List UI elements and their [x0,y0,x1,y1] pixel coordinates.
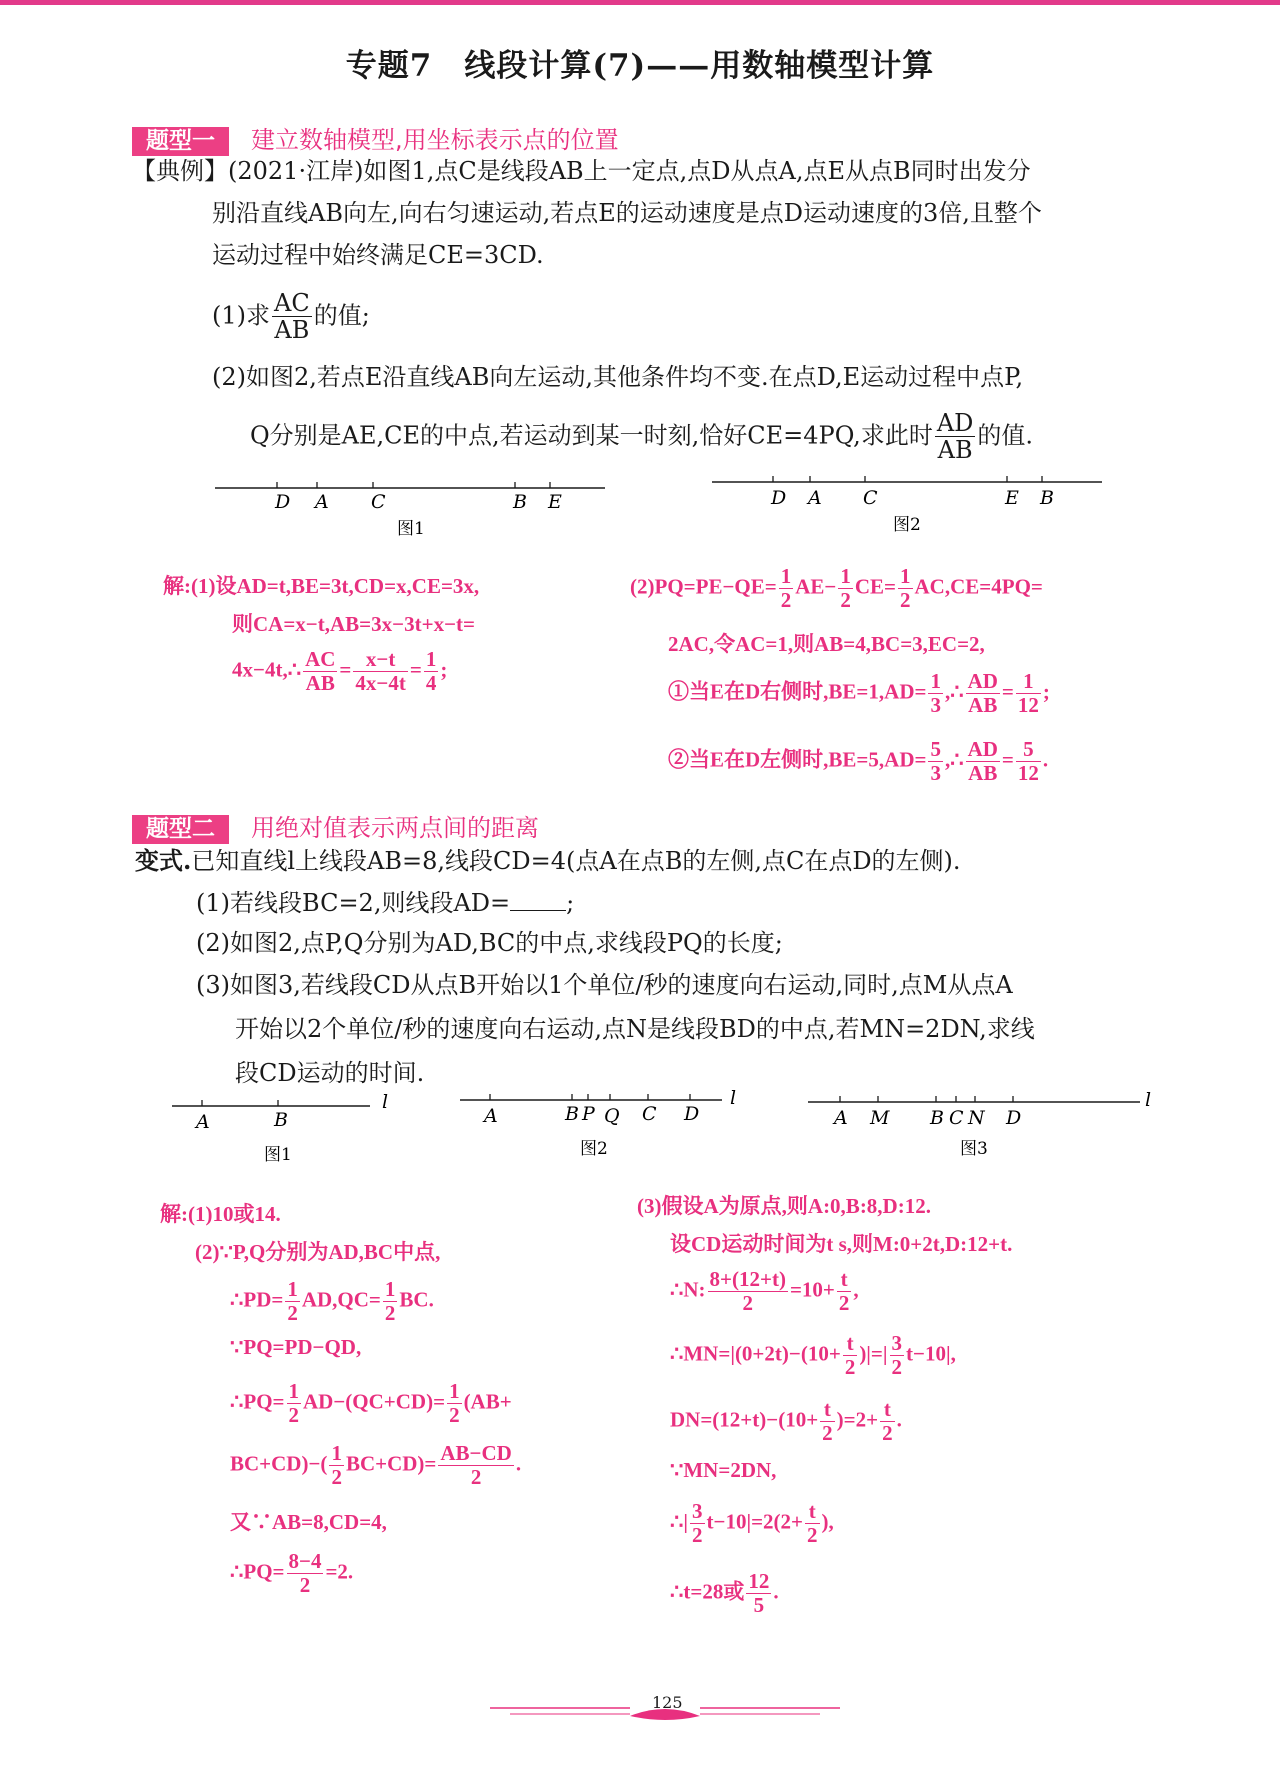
s2l-l5b: AD−(QC+CD)= [303,1389,446,1414]
s1r-half3-den: 2 [900,588,911,613]
s2r-l7b: t−10|=2(2+ [706,1509,804,1534]
fig1-caption: 图1 [397,519,425,539]
s2r-l7-f1d: 2 [692,1523,703,1548]
s2l-l3-h1d: 2 [287,1301,298,1326]
s2l-l8-frac [287,1550,324,1597]
sol2-right-line5 [670,1398,902,1445]
s2l-l5-h1n: 1 [288,1379,299,1403]
s2l-l3c: BC. [399,1287,434,1312]
s2l-l6b: BC+CD)= [345,1451,437,1476]
s1r-l4b: ,∴ [944,747,964,772]
section1-example-line3: 运动过程中始终满足CE=3CD. [212,241,544,269]
s2l-l8a: ∴PQ= [230,1559,285,1584]
s2l-l6a: BC+CD)−( [230,1451,328,1476]
sol2-left-line2: (2)∵P,Q分别为AD,BC中点, [195,1240,441,1264]
s2l-l6-fd: 2 [470,1465,482,1490]
sol1-frac-ac-ab [303,648,337,695]
s1r-l4-f3 [1016,738,1041,785]
s2r-l4-tfrac [843,1332,858,1379]
s1r-half3 [898,565,913,612]
s2r-l3-frac [708,1268,788,1315]
s1r-l4a: ②当E在D左侧时,BE=5,AD= [668,747,927,772]
s2r-l3a: ∴N: [670,1277,706,1302]
s2l-l3-h2d: 2 [384,1301,396,1326]
s2l-l8-fn: 8−4 [288,1549,322,1573]
s2-fig2-caption: 图2 [580,1139,608,1159]
sol1-frac-quarter [424,648,439,695]
s2r-l3-fd: 2 [742,1291,753,1316]
section1-question2-line1: (2)如图2,若点E沿直线AB向左运动,其他条件均不变.在点D,E运动过程中点P, [212,363,1024,391]
s2r-l3b: =10+ [789,1277,835,1302]
s2r-l7c: ), [821,1509,834,1534]
section1-tag: 题型一 [132,127,229,156]
s2r-l8b: . [773,1579,779,1604]
sol2-right-line8 [670,1570,779,1617]
s1r-l4-f1d: 3 [930,761,941,786]
variant-label: 变式. [135,846,192,875]
s1r-l1c: CE= [854,574,897,599]
s2l-l3b: AD,QC= [301,1287,381,1312]
q2-text: Q分别是AE,CE的中点,若运动到某一时刻,恰好CE=4PQ,求此时 [250,421,933,450]
s1r-l3-f1 [928,670,943,717]
sol2-left-line6 [230,1442,521,1489]
s1r-l4c: = [1001,747,1014,772]
q1-fraction-den: AB [274,316,310,345]
s2r-l5b: )=2+ [836,1407,879,1432]
section2-variant-line [135,840,961,882]
s1r-l4-f1n: 5 [930,737,941,761]
s1r-half1-den: 2 [780,588,792,613]
s2-fig2-label-Q: Q [604,1105,620,1127]
s1r-l4-f2n: AD [967,737,998,761]
sol2-left-line3 [230,1278,434,1325]
s2l-l6-hd: 2 [331,1465,342,1490]
s2l-l5c: (AB+ [463,1389,512,1414]
fig2-label-A: A [808,487,822,509]
s2r-l5-t1 [820,1398,835,1445]
s2-fig3-label-A: A [834,1107,848,1129]
sol2-right-line7 [670,1500,834,1547]
s2l-l5-h1d: 2 [288,1403,299,1428]
fig1-label-D: D [275,491,291,513]
s1r-half2-den: 2 [840,588,851,613]
fig1-label-C: C [371,491,386,513]
sol1-frac1-num: AC [305,647,336,671]
fig2-caption: 图2 [893,515,921,535]
answer-blank[interactable] [510,890,566,911]
s2r-l7a: ∴| [670,1509,688,1534]
sol1-frac1-den: AB [305,671,335,696]
s1r-l4-f1 [928,738,943,785]
s1r-half1 [779,565,794,612]
q2-suffix: 的值. [977,421,1034,450]
s1r-l1b: AE− [795,574,837,599]
sol2-left-line4: ∵PQ=PD−QD, [230,1335,362,1359]
sol1-right-line4 [668,738,1048,785]
s1r-l4-f2d: AB [968,761,998,786]
sol1-frac3-num: 1 [425,647,437,671]
s1r-l3c: = [1001,679,1014,704]
section2-q3-line2: 开始以2个单位/秒的速度向右运动,点N是线段BD的中点,若MN=2DN,求线 [235,1015,1035,1043]
s2l-l5-half1 [287,1380,302,1427]
fig1-label-E: E [548,491,562,513]
s1r-half2 [838,565,853,612]
s2l-l3-h1n: 1 [287,1277,298,1301]
s2l-l6-hn: 1 [331,1441,342,1465]
sol1-end: ; [440,657,448,682]
s1r-l3-f3 [1016,670,1041,717]
s1r-l3-f2d: AB [968,693,998,718]
s1r-l3-f3d: 12 [1017,693,1039,718]
s2r-l3-tfrac [837,1268,852,1315]
s1r-l3-f3n: 1 [1016,670,1041,694]
section2-header [132,808,539,843]
sol2-left-line8 [230,1550,353,1597]
s2r-l7-f1 [690,1500,705,1547]
s2r-l7-f1n: 3 [692,1499,703,1523]
s2r-l3-tn: t [837,1268,852,1292]
sol1-eq1: = [339,657,352,682]
s2r-l4-fd: 2 [891,1355,903,1380]
s2-fig1-label-B: B [274,1109,288,1131]
s2l-l6-half [329,1442,344,1489]
section1-figures [205,478,1105,538]
s2r-l4-fn: 3 [891,1331,903,1355]
s2l-l5-h2n: 1 [449,1379,460,1403]
s2-fig3-label-M: M [870,1107,890,1129]
section2-q1 [196,882,574,924]
s2-fig3-label-N: N [968,1107,985,1129]
s2l-l5-h2d: 2 [449,1403,460,1428]
s1r-l1d: AC,CE=4PQ= [914,574,1043,599]
s2-fig2-label-A: A [484,1105,498,1127]
s2r-l4-tn: t [843,1332,858,1356]
s2-q1b: ; [566,889,575,917]
s2r-l8-fn: 12 [748,1569,770,1593]
s2-fig3-caption: 图3 [960,1139,988,1159]
s2l-l3-half1 [285,1278,300,1325]
section2-tag: 题型二 [132,815,229,844]
sol1-eq2: = [409,657,422,682]
sol1-frac2-num: x−t [353,648,407,672]
s2l-l3-h2n: 1 [384,1277,396,1301]
section2-heading: 用绝对值表示两点间的距离 [251,814,539,842]
s1r-l4d: . [1042,747,1049,772]
top-accent-bar [0,0,1280,5]
sol1-frac-xt [353,648,407,695]
s2r-l3-td: 2 [838,1291,850,1316]
s1r-l4-f2 [966,738,1000,785]
fig1-label-A: A [315,491,329,513]
s2l-l5a: ∴PQ= [230,1389,285,1414]
s2-fig3-label-C: C [949,1107,964,1129]
s2-fig2-label-C: C [642,1103,657,1125]
q1-prefix: (1)求 [212,301,270,330]
sol2-right-line3 [670,1268,859,1315]
s2-fig2-label-B: B [565,1103,579,1125]
s2r-l3-fn: 8+(12+t) [709,1267,786,1291]
sol1-frac2-den: 4x−4t [355,671,406,696]
sol2-right-line1: (3)假设A为原点,则A:0,B:8,D:12. [637,1194,931,1218]
s2l-l3-half2 [383,1278,398,1325]
s2l-l6-fn: AB−CD [440,1441,512,1465]
s1r-l3-f2n: AD [967,669,998,693]
s2r-l8-frac [746,1570,771,1617]
s1r-half3-num: 1 [900,564,911,588]
s2r-l3c: , [853,1277,859,1302]
fig2-label-C: C [863,487,878,509]
fig1-label-B: B [513,491,527,513]
sol1-left-line1: 解:(1)设AD=t,BE=3t,CD=x,CE=3x, [163,574,480,598]
fig2-label-D: D [771,487,787,509]
s2r-l4c: t−10|, [906,1341,956,1366]
s1r-half2-num: 1 [840,564,851,588]
s1r-l4-f3d: 12 [1017,761,1039,786]
section1-example-line2: 别沿直线AB向左,向右匀速运动,若点E的运动速度是点D运动速度的3倍,且整个 [212,199,1042,227]
s2r-l8a: ∴t=28或 [670,1579,745,1604]
sol2-right-line2: 设CD运动时间为t s,则M:0+2t,D:12+t. [670,1232,1013,1256]
section2-q3-line1: (3)如图3,若线段CD从点B开始以1个单位/秒的速度向右运动,同时,点M从点A [196,971,1013,999]
s2l-l8b: =2. [325,1559,354,1584]
s2r-l7-tn: t [805,1500,820,1524]
q2-fraction [935,410,976,464]
s2-fig3-label-B: B [930,1107,944,1129]
sol1-left-line3 [232,648,447,695]
s2r-l4a: ∴MN=|(0+2t)−(10+ [670,1341,841,1366]
s1r-l3a: ①当E在D右侧时,BE=1,AD= [668,679,927,704]
variant-text: 已知直线l上线段AB=8,线段CD=4(点A在点B的左侧,点C在点D的左侧). [191,847,961,875]
s2r-l7-t [805,1500,820,1547]
sol2-left-line1: 解:(1)10或14. [160,1202,281,1226]
s2r-l8-fd: 5 [753,1593,765,1618]
section2-q2: (2)如图2,点P,Q分别为AD,BC的中点,求线段PQ的长度; [196,929,783,957]
sol1-text: 4x−4t,∴ [232,657,302,682]
q2-fraction-den: AB [937,436,973,465]
section1-question2-line2 [250,410,1033,464]
s2-fig2-label-l: l [730,1087,737,1109]
section2-q3-line3: 段CD运动的时间. [235,1059,425,1087]
s2r-l5-t2 [880,1398,895,1445]
s2-fig1-caption: 图1 [264,1145,292,1165]
s2-fig2-label-P: P [582,1103,595,1125]
s2-fig1-label-l: l [382,1091,389,1113]
section1-heading: 建立数轴模型,用坐标表示点的位置 [251,126,619,154]
q2-fraction-num: AD [936,409,974,437]
s2r-l4-td: 2 [844,1355,856,1380]
s2r-l5-t2d: 2 [882,1421,893,1446]
page-title: 专题7 线段计算(7)——用数轴模型计算 [345,48,935,84]
s2-fig3-label-D: D [1006,1107,1022,1129]
s2-q1a: (1)若线段BC=2,则线段AD= [196,889,511,917]
section2-figures [160,1087,1152,1172]
s2r-l5a: DN=(12+t)−(10+ [670,1407,819,1432]
s2r-l4b: )|=| [859,1341,888,1366]
s2-fig1-label-A: A [196,1111,210,1133]
s1r-l3-f1n: 1 [930,669,941,693]
page-number: 125 [652,1693,683,1712]
q1-fraction [272,290,312,344]
s1r-half1-num: 1 [780,564,792,588]
s2r-l5c: . [896,1407,902,1432]
sol1-right-line3 [668,670,1050,717]
s2r-l5-t1d: 2 [822,1421,833,1446]
s2r-l5-t2n: t [880,1398,895,1422]
s1r-l3b: ,∴ [944,679,964,704]
sol1-right-line1 [630,565,1043,612]
q1-fraction-num: AC [274,289,310,317]
fig2-label-B: B [1040,487,1054,509]
s1r-l1a: (2)PQ=PE−QE= [630,574,777,599]
fig2-label-E: E [1005,487,1019,509]
s1r-l3d: ; [1042,679,1050,704]
s2l-l3a: ∴PD= [230,1287,284,1312]
sol2-right-line6: ∵MN=2DN, [670,1458,777,1482]
s2l-l6-frac [438,1442,513,1489]
s2r-l4-ffrac [890,1332,905,1379]
section1-example-line1: 【典例】(2021·江岸)如图1,点C是线段AB上一定点,点D从点A,点E从点B同时出发分 [132,157,1031,185]
sol2-right-line4 [670,1332,956,1379]
sol1-frac3-den: 4 [425,671,437,696]
s2l-l8-fd: 2 [299,1573,311,1598]
q1-suffix: 的值; [313,301,370,330]
s2-fig3-label-l: l [1145,1089,1152,1111]
sol1-right-line2: 2AC,令AC=1,则AB=4,BC=3,EC=2, [668,632,985,656]
sol1-left-line2: 则CA=x−t,AB=3x−3t+x−t= [232,612,475,636]
s2l-l5-half2 [447,1380,462,1427]
s2r-l5-t1n: t [820,1398,835,1422]
s1r-l3-f1d: 3 [930,693,941,718]
sol2-left-line7: 又∵AB=8,CD=4, [230,1510,387,1534]
section1-question1 [212,290,370,344]
s2r-l7-td: 2 [807,1523,818,1548]
s1r-l4-f3n: 5 [1016,738,1041,762]
s1r-l3-f2 [966,670,1000,717]
s2l-l6c: . [515,1451,522,1476]
sol2-left-line5 [230,1380,512,1427]
s2-fig2-label-D: D [684,1103,700,1125]
